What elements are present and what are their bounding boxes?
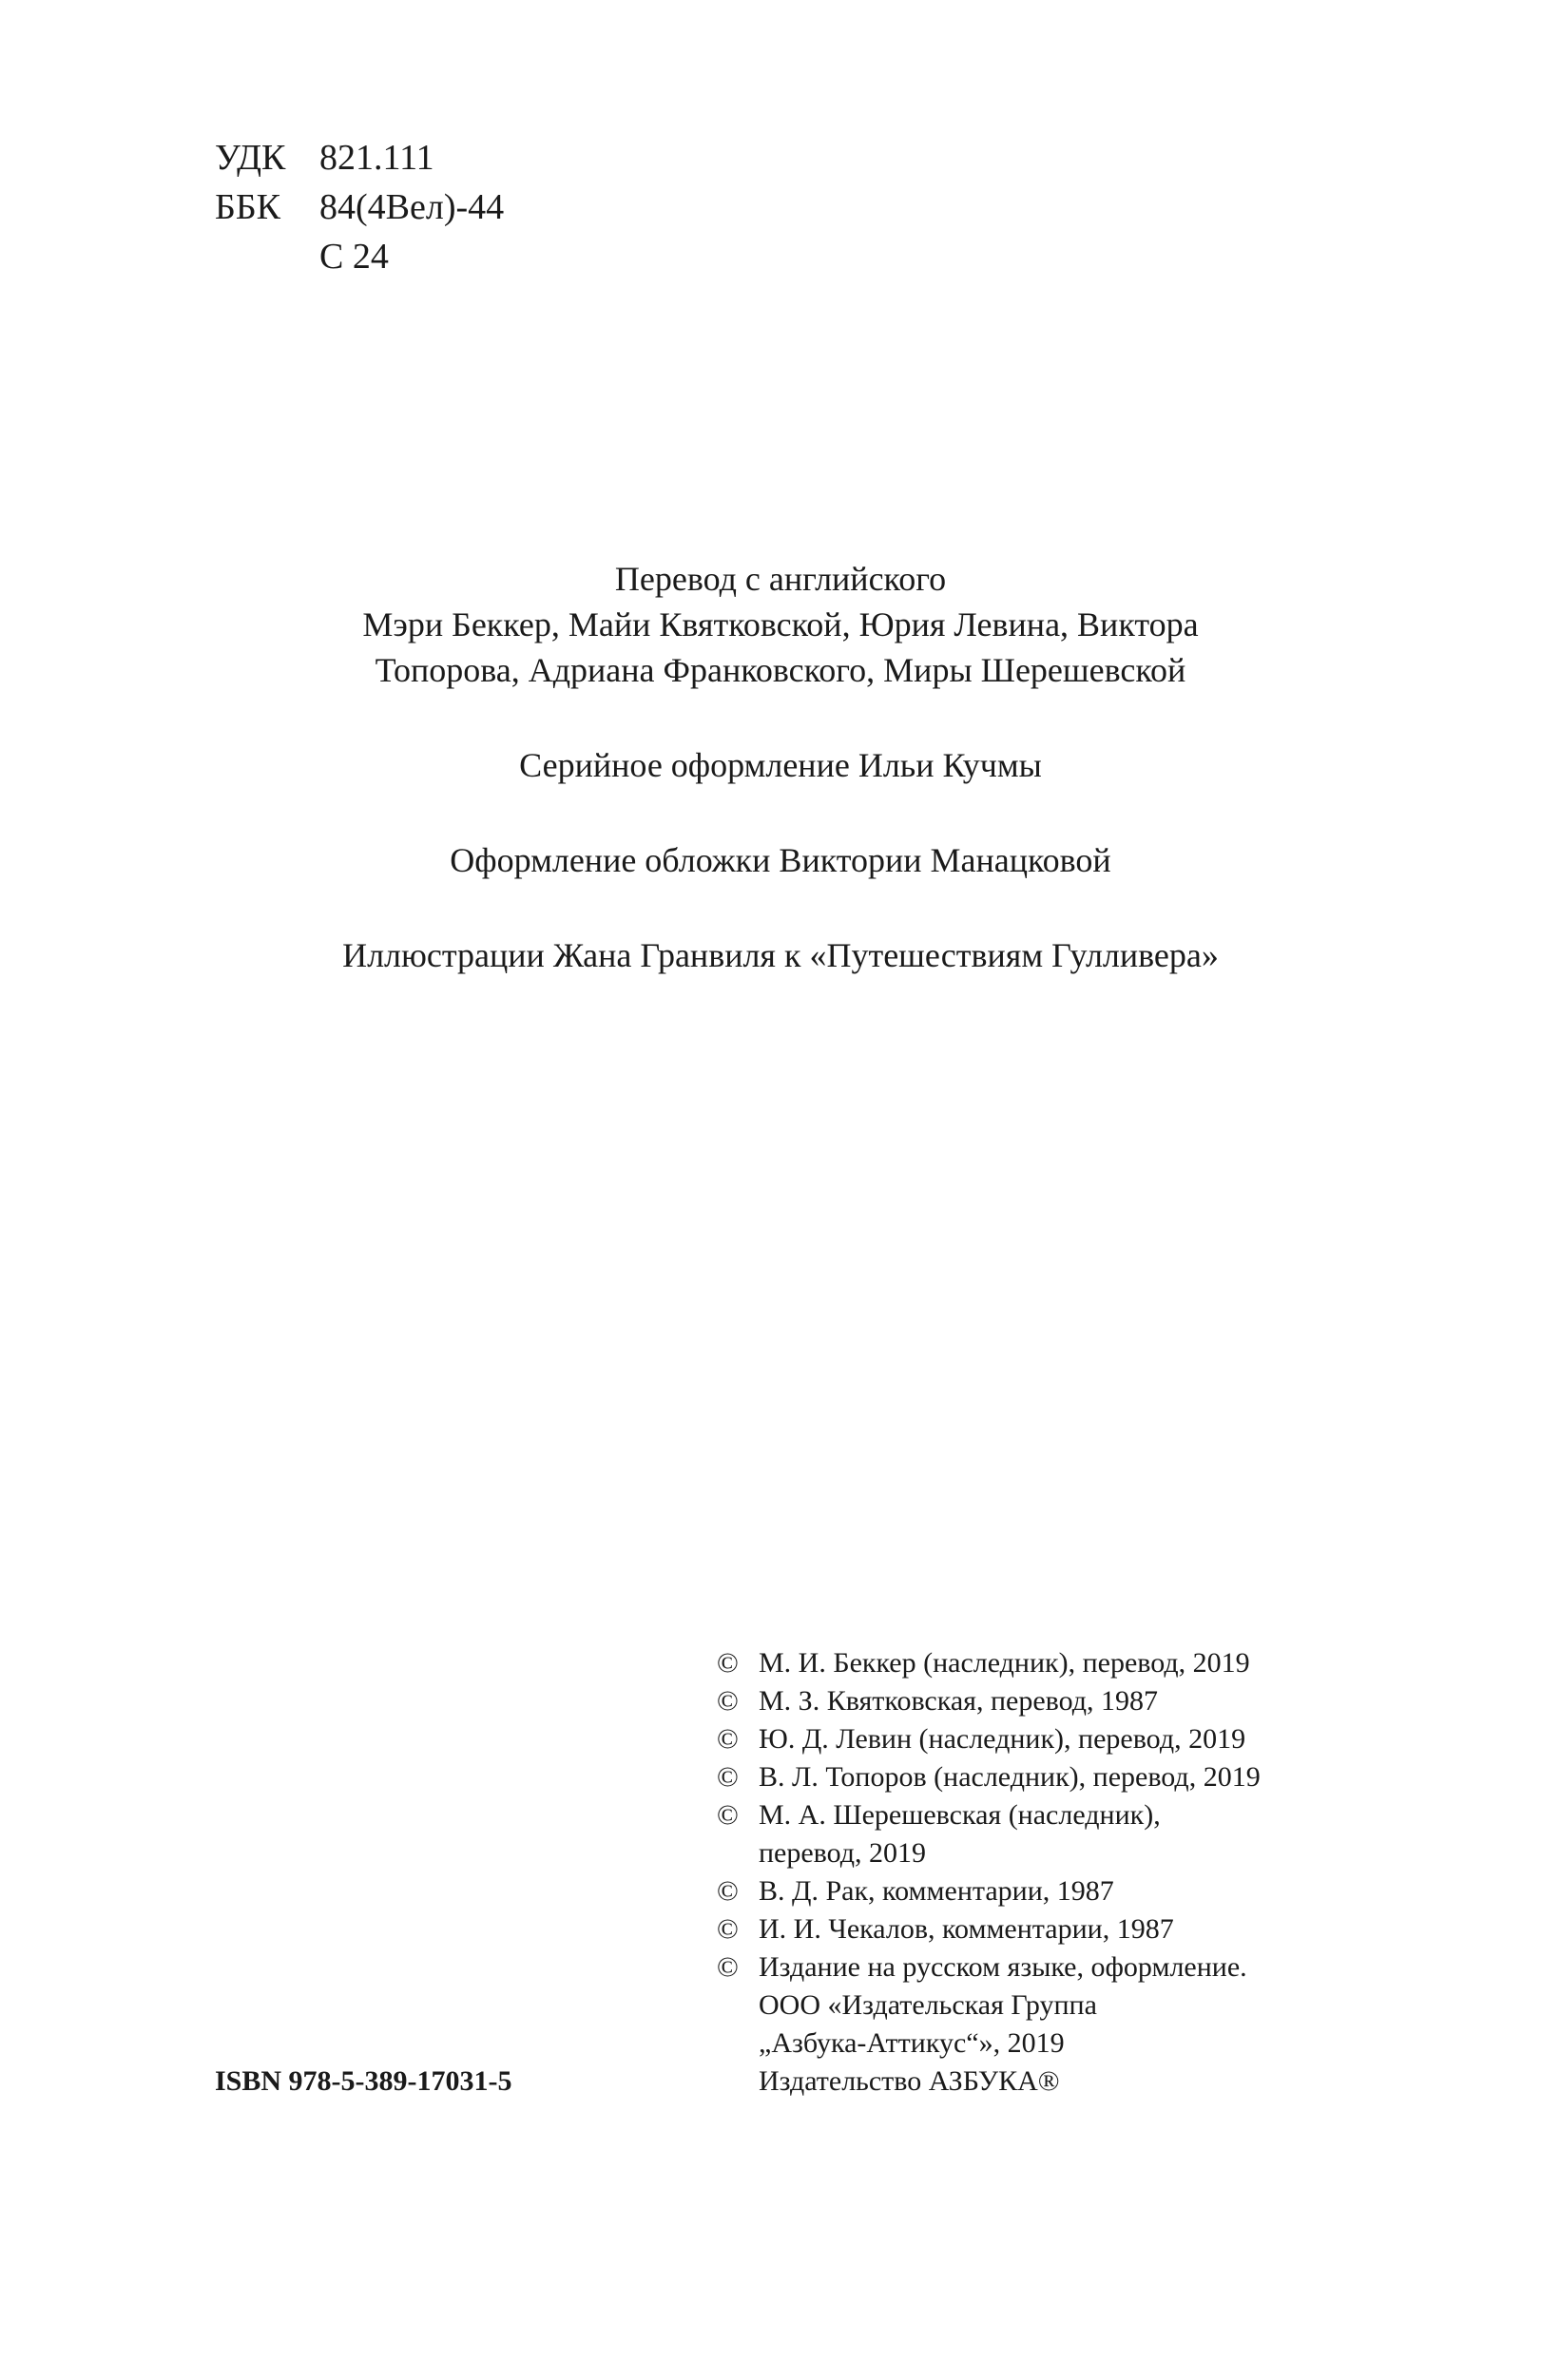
series-design-text: Серийное оформление Ильи Кучмы — [519, 746, 1042, 784]
illustrations-text: Иллюстрации Жана Гранвиля к «Путешествиям Гулливера» — [342, 936, 1219, 974]
copyright-item — [717, 1720, 1420, 1758]
author-mark: С 24 — [319, 237, 389, 277]
translators-line-1: Мэри Беккер, Майи Квятковской, Юрия Левина, Виктора — [362, 605, 1199, 643]
copyright-line: М. З. Квятковская, перевод, 1987 — [759, 1685, 1159, 1717]
translation-credits — [0, 556, 1561, 693]
copyright-item — [717, 1758, 1420, 1796]
isbn: ISBN 978-5-389-17031-5 — [215, 2065, 512, 2097]
copyright-line: М. А. Шерешевская (наследник), — [759, 1799, 1161, 1831]
illustrations-credit — [0, 932, 1561, 978]
copyright-line: перевод, 2019 — [759, 1837, 927, 1869]
copyright-item — [717, 1796, 1420, 1872]
copyright-line: ООО «Издательская Группа — [759, 1989, 1097, 2021]
classification-block — [215, 133, 504, 281]
translation-heading: Перевод с английского — [614, 560, 947, 598]
credits-block — [0, 556, 1561, 1027]
copyright-symbol: © — [717, 1799, 739, 1831]
copyright-item — [717, 1872, 1420, 1910]
copyright-line: Издательство АЗБУКА® — [759, 2065, 1060, 2097]
copyright-symbol: © — [717, 1951, 739, 1983]
copyright-symbol: © — [717, 1913, 739, 1945]
copyright-line: В. Л. Топоров (наследник), перевод, 2019 — [759, 1761, 1261, 1793]
copyright-symbol: © — [717, 1875, 739, 1907]
bbk-row — [215, 182, 504, 232]
copyright-item — [717, 1948, 1420, 2101]
copyright-line: Издание на русском языке, оформление. — [759, 1951, 1247, 1983]
copyright-line: В. Д. Рак, комментарии, 1987 — [759, 1875, 1114, 1907]
copyright-line: „Азбука-Аттикус“», 2019 — [759, 2027, 1065, 2059]
translators-line-2: Топорова, Адриана Франковского, Миры Шерешевской — [375, 651, 1186, 689]
cover-design-credit — [0, 837, 1561, 883]
udk-row — [215, 133, 504, 182]
udk-value: 821.111 — [319, 138, 434, 178]
copyright-symbol: © — [717, 1723, 739, 1755]
udk-label: УДК — [215, 138, 286, 178]
copyright-item — [717, 1644, 1420, 1682]
copyright-line: Ю. Д. Левин (наследник), перевод, 2019 — [759, 1723, 1246, 1755]
copyright-line: М. И. Беккер (наследник), перевод, 2019 — [759, 1647, 1250, 1679]
copyright-symbol: © — [717, 1685, 739, 1717]
bbk-label: ББК — [215, 187, 280, 227]
copyright-item — [717, 1910, 1420, 1948]
copyright-symbol: © — [717, 1647, 739, 1679]
cover-design-text: Оформление обложки Виктории Манацковой — [450, 841, 1111, 879]
copyright-symbol: © — [717, 1761, 739, 1793]
copyright-item — [717, 1682, 1420, 1720]
copyright-line: И. И. Чекалов, комментарии, 1987 — [759, 1913, 1174, 1945]
copyright-list — [717, 1644, 1420, 2101]
series-design-credit — [0, 742, 1561, 788]
bbk-value: 84(4Вел)-44 — [319, 187, 505, 227]
